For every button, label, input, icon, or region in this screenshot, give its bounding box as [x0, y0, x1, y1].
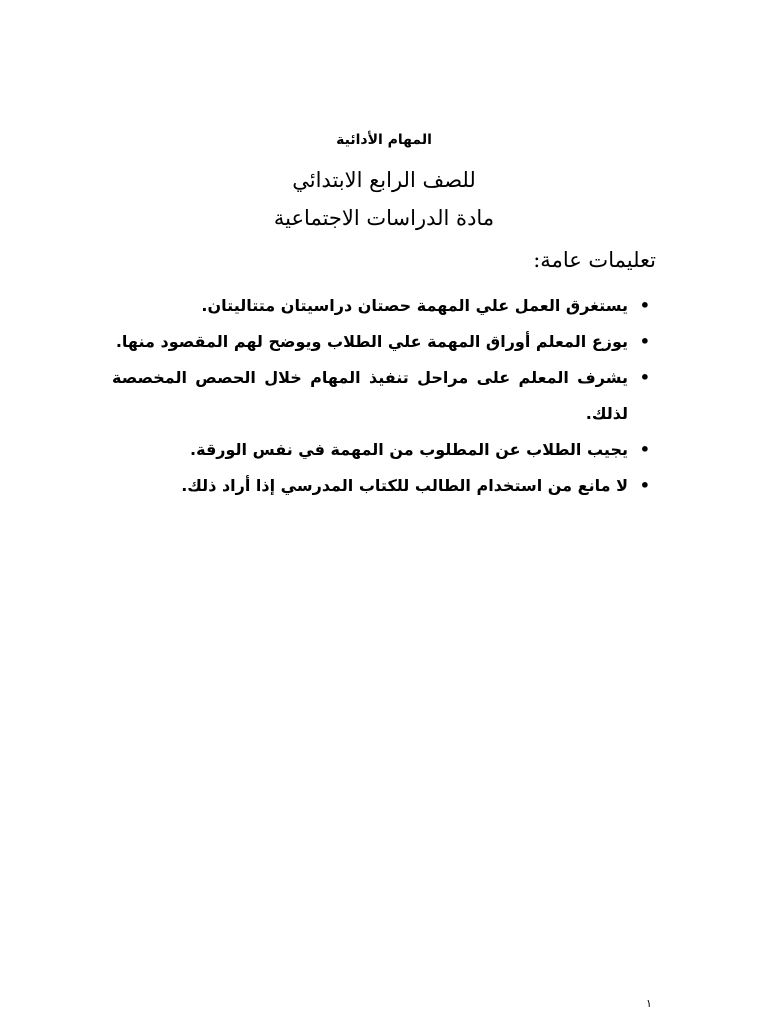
instruction-item: [112, 288, 650, 324]
instruction-item: [112, 360, 650, 432]
instruction-text: يوزع المعلم أوراق المهمة علي الطلاب ويوضح لهم المقصود منها.: [115, 332, 628, 351]
grade-heading: للصف الرابع الابتدائي: [292, 168, 476, 192]
page-number: ١: [646, 997, 652, 1010]
general-instructions-heading: تعليمات عامة:: [533, 248, 656, 272]
instruction-item: [112, 468, 650, 504]
bullet-icon: •: [639, 332, 650, 351]
instruction-text: يجيب الطلاب عن المطلوب من المهمة في نفس الورقة.: [190, 440, 628, 459]
document-title: المهام الأدائية: [336, 132, 432, 148]
bullet-icon: •: [639, 368, 650, 387]
instruction-item: [112, 432, 650, 468]
bullet-icon: •: [639, 440, 650, 459]
instructions-list: [112, 288, 650, 504]
instruction-text: يستغرق العمل علي المهمة حصتان دراسيتان متتاليتان.: [201, 296, 628, 315]
bullet-icon: •: [639, 296, 650, 315]
instruction-item: [112, 324, 650, 360]
bullet-icon: •: [639, 476, 650, 495]
instruction-text: يشرف المعلم على مراحل تنفيذ المهام خلال الحصص المخصصة لذلك.: [112, 368, 628, 423]
subject-heading: مادة الدراسات الاجتماعية: [273, 206, 495, 230]
instruction-text: لا مانع من استخدام الطالب للكتاب المدرسي إذا أراد ذلك.: [181, 476, 628, 495]
